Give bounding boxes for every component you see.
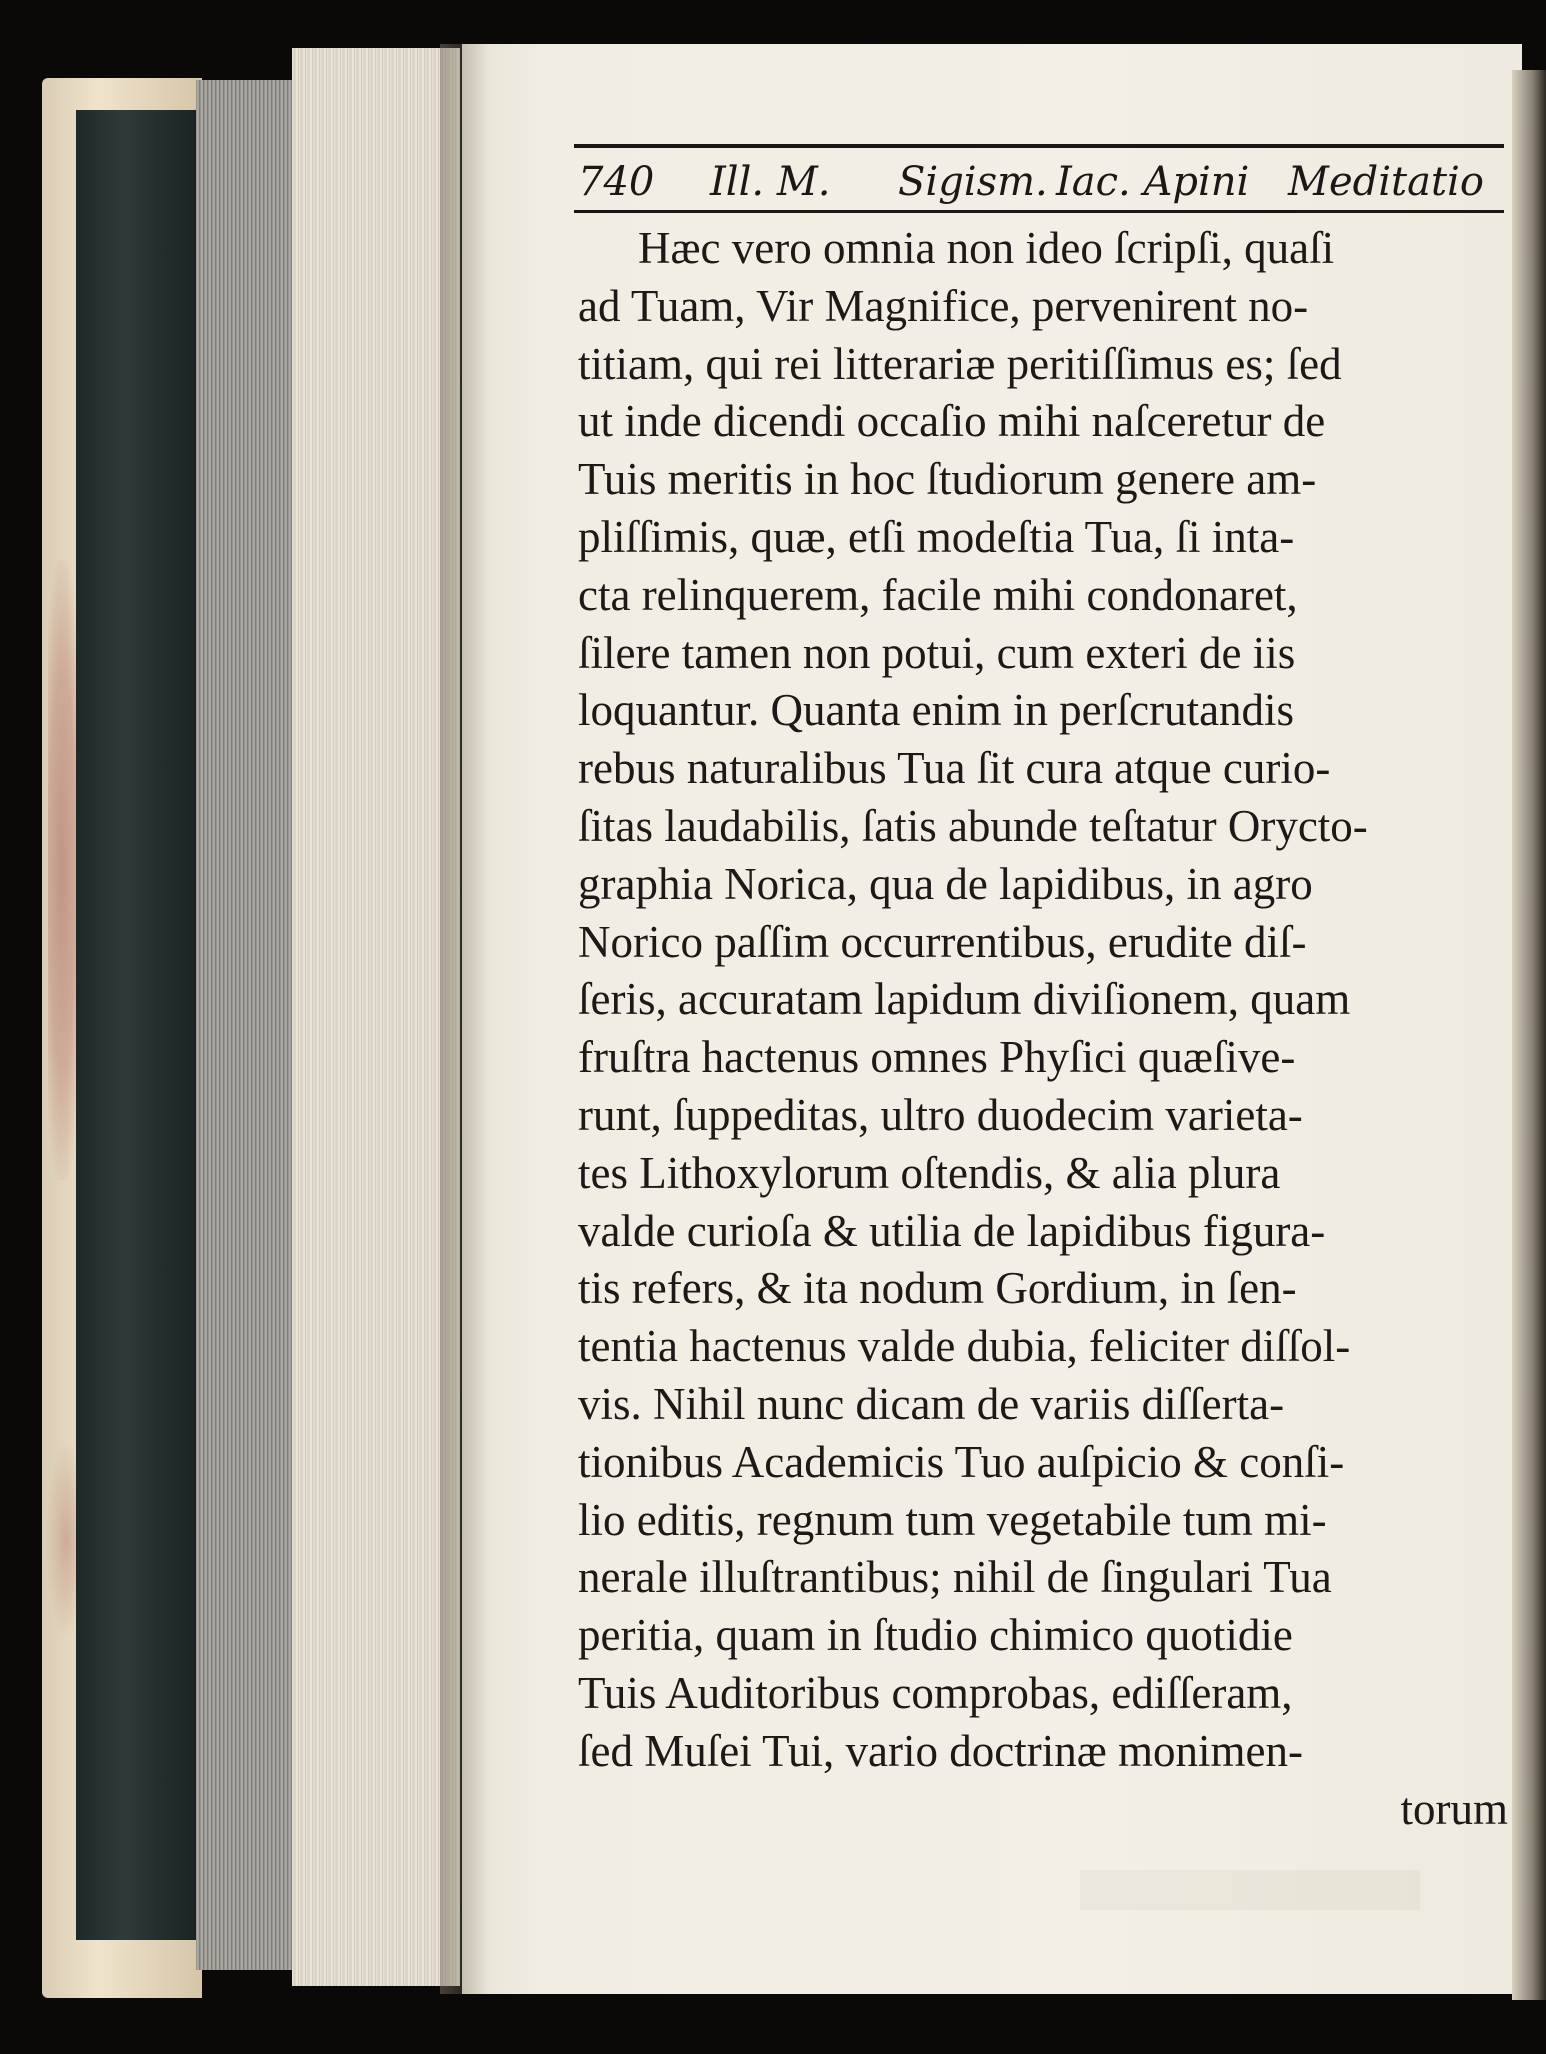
text-line: ut inde dicendi occaſio mihi naſceretur de — [578, 396, 1326, 447]
text-line: Hæc vero omnia non ideo ſcripſi, quaſi — [638, 223, 1335, 273]
running-head-author-title: Ill. M. — [710, 159, 831, 205]
running-head-author-name: Sigism. — [898, 159, 1048, 205]
running-head — [578, 156, 1504, 208]
text-line: tis refers, & ita nodum Gordium, in ſen- — [578, 1263, 1297, 1314]
text-line: Norico paſſim occurrentibus, erudite diſ- — [578, 916, 1307, 967]
text-line: ſitas laudabilis, ſatis abunde teſtatur Orycto- — [578, 800, 1368, 851]
text-line: tentia hactenus valde dubia, feliciter diſſol- — [578, 1321, 1351, 1372]
text-line: tionibus Academicis Tuo auſpicio & conſi- — [578, 1436, 1345, 1487]
page-right-edge — [1512, 70, 1546, 2000]
running-head-work-title: Meditatio — [1288, 159, 1484, 205]
text-line: cta relinquerem, facile mihi condonaret, — [578, 569, 1298, 620]
text-line: lio editis, regnum tum vegetabile tum mi- — [578, 1494, 1327, 1545]
body-text — [578, 220, 1508, 1838]
header-rule-bottom — [574, 210, 1504, 213]
text-line: loquantur. Quanta enim in perſcrutandis — [578, 685, 1295, 736]
text-line: peritia, quam in ſtudio chimico quotidie — [578, 1610, 1293, 1661]
bleed-through — [1080, 1870, 1420, 1910]
text-line: titiam, qui rei litterariæ peritiſſimus es; ſed — [578, 338, 1342, 389]
text-line: ſeris, accuratam lapidum diviſionem, quam — [578, 974, 1351, 1025]
running-head-author-surname: Iac. Apini — [1056, 159, 1250, 205]
header-rule-top — [574, 144, 1504, 148]
text-line: vis. Nihil nunc dicam de variis diſſerta- — [578, 1378, 1285, 1429]
text-line: rebus naturalibus Tua ſit cura atque curio- — [578, 743, 1331, 794]
page-block-edge — [76, 110, 196, 1940]
page-number: 740 — [578, 159, 655, 205]
text-line: Tuis Auditoribus comprobas, ediſſeram, — [578, 1667, 1293, 1718]
gutter-shadow — [440, 44, 490, 1994]
text-line: valde curioſa & utilia de lapidibus figura- — [578, 1205, 1326, 1256]
text-line: pliſſimis, quæ, etſi modeſtia Tua, ſi inta- — [578, 511, 1295, 562]
text-line: ad Tuam, Vir Magnifice, pervenirent no- — [578, 280, 1309, 331]
text-line: runt, ſuppeditas, ultro duodecim varieta- — [578, 1089, 1303, 1140]
text-line: nerale illuſtrantibus; nihil de ſingulari Tua — [578, 1552, 1332, 1603]
page-edges-gray — [196, 80, 296, 1970]
catchword: torum — [1400, 1783, 1508, 1834]
text-line: tes Lithoxylorum oſtendis, & alia plura — [578, 1147, 1281, 1198]
text-line: ſilere tamen non potui, cum exteri de iis — [578, 627, 1296, 678]
page-edges-cream — [292, 48, 460, 1986]
text-line: graphia Norica, qua de lapidibus, in agro — [578, 858, 1313, 909]
text-line: fruſtra hactenus omnes Phyſici quæſive- — [578, 1032, 1296, 1083]
text-line: Tuis meritis in hoc ſtudiorum genere am- — [578, 454, 1317, 505]
text-line: ſed Muſei Tui, vario doctrinæ monimen- — [578, 1725, 1303, 1776]
